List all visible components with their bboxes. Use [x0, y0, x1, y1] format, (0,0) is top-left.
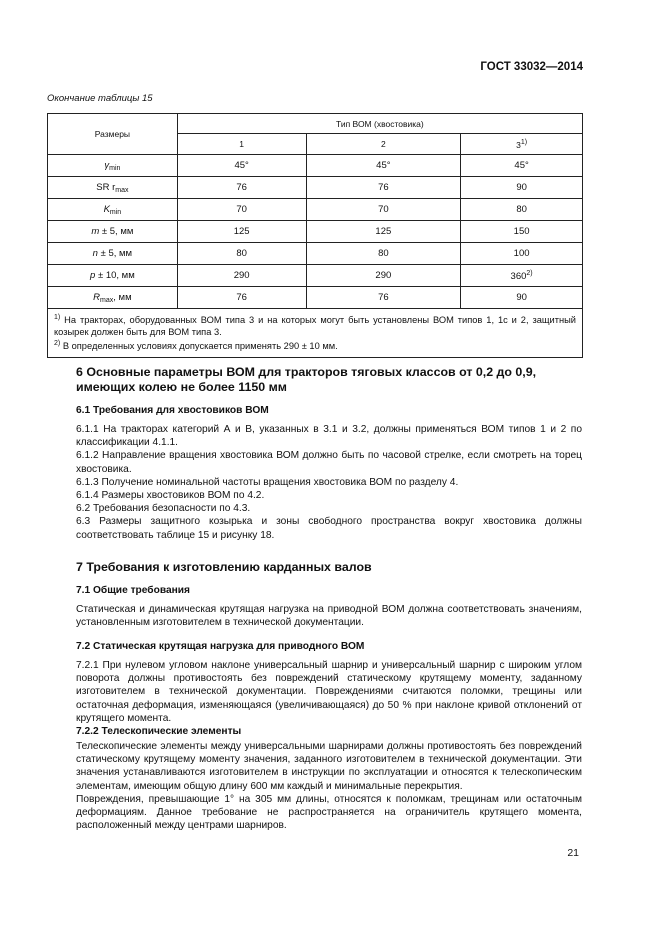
subsection-6-1-title: 6.1 Требования для хвостовиков ВОМ: [76, 405, 269, 416]
section-6-body: [76, 423, 582, 542]
table-row: [48, 199, 583, 221]
row-value: 70: [306, 199, 461, 221]
row-value: 45°: [461, 155, 583, 177]
table-caption: Окончание таблицы 15: [47, 93, 153, 104]
para-7-1: Статическая и динамическая крутящая нагрузка на приводной ВОМ должна соответствовать значениям, установленным изготовителем в технической документации.: [76, 604, 582, 629]
row-value: 90: [461, 177, 583, 199]
table-row: [48, 243, 583, 265]
row-value: 45°: [177, 155, 306, 177]
row-value: 290: [177, 265, 306, 287]
row-value: 125: [306, 221, 461, 243]
row-label: $K_{min}$: [48, 199, 178, 221]
header-dimensions: Размеры: [48, 114, 178, 155]
para-6-2: 6.2 Требования безопасности по 4.3.: [76, 503, 251, 515]
table-row: [48, 287, 583, 309]
row-value: 70: [177, 199, 306, 221]
header-type-2: 2: [306, 134, 461, 155]
table-row: [48, 155, 583, 177]
subsection-7-1-title: 7.1 Общие требования: [76, 585, 190, 596]
row-label: p ± 10, мм: [48, 265, 178, 287]
footnote-mark: 1): [520, 138, 528, 146]
row-value: 100: [461, 243, 583, 265]
header-type-3: 3$^{1)}$: [461, 134, 583, 155]
para-7-2-2-b: Повреждения, превышающие 1° на 305 мм длины, относятся к поломкам, трещинам или остаточным деформациям. Данное требование не распространяется на ограничитель крутящего момента, расположенный между центрами шарниров.: [76, 793, 582, 832]
row-value: 45°: [306, 155, 461, 177]
section-7-2-2-body: [76, 740, 582, 832]
document-number: ГОСТ 33032—2014: [480, 61, 583, 73]
subsection-7-2-2-title: 7.2.2 Телескопические элементы: [76, 726, 242, 737]
row-label: m ± 5, мм: [48, 221, 178, 243]
row-label: n ± 5, мм: [48, 243, 178, 265]
note-2: $^{2)}$ В определенных условиях допускается применять 290 ± 10 мм.: [54, 340, 338, 351]
row-value: 80: [177, 243, 306, 265]
row-value: 76: [177, 287, 306, 309]
row-value: 80: [461, 199, 583, 221]
para-6-1-4: 6.1.4 Размеры хвостовиков ВОМ по 4.2.: [76, 490, 265, 502]
table-row: [48, 177, 583, 199]
row-value: 290: [306, 265, 461, 287]
row-value: 360$^{2)}$: [461, 265, 583, 287]
section-6-title: 6 Основные параметры ВОМ для тракторов тяговых классов от 0,2 до 0,9, имеющих колею не более 1150 мм: [76, 365, 537, 394]
table-row: [48, 221, 583, 243]
note-1: $^{1)}$ На тракторах, оборудованных ВОМ типа 3 и на которых могут быть установлены ВОМ типов 1, 1с и 2, защитный козырек должен быть для ВОМ типа 3.: [54, 314, 576, 337]
row-value: 76: [177, 177, 306, 199]
header-pto-type: Тип ВОМ (хвостовика): [177, 114, 582, 134]
para-6-1-3: 6.1.3 Получение номинальной частоты вращения хвостовика ВОМ по разделу 4.: [76, 476, 459, 488]
para-7-2-1: 7.2.1 При нулевом угловом наклоне универсальный шарнир и универсальный шарнир с широким углом поворота должны противостоять без повреждений статическому крутящему моменту, заданному изготовителем в технической документации. Повреждениями считаются поломки, трещины или остаточная деформация, изменяющаяся (увеличивающаяся) до 50 % при наклоне кривой отклонений от крутящего момента.: [76, 660, 582, 724]
row-value: 80: [306, 243, 461, 265]
row-value: 76: [306, 287, 461, 309]
para-6-3: 6.3 Размеры защитного козырька и зоны свободного пространства вокруг хвостовика должны соответствовать таблице 15 и рисунку 18.: [76, 516, 582, 541]
row-value: 125: [177, 221, 306, 243]
row-label: $\gamma_{min}$: [48, 155, 178, 177]
header-type-1: 1: [177, 134, 306, 155]
para-7-2-2-a: Телескопические элементы между универсальными шарнирами должны противостоять без повреждений статическому крутящему моменту значения, заданного изготовителем в технической документации. Эти значения устанавливаются изготовителем в инструкции по эксплуатации и относятся к телескопическим элементам, имеющим общую длину 600 мм каждый и минимальные перекрытия.: [76, 741, 582, 792]
page-number: 21: [567, 847, 579, 859]
row-label: SR $r_{max}$: [48, 177, 178, 199]
row-value: 76: [306, 177, 461, 199]
subsection-7-2-title: 7.2 Статическая крутящая нагрузка для приводного ВОМ: [76, 641, 365, 652]
section-7-title: 7 Требования к изготовлению карданных валов: [76, 560, 372, 574]
row-value: 90: [461, 287, 583, 309]
table-notes: [48, 309, 583, 358]
table-row: [48, 265, 583, 287]
table-15: [47, 113, 583, 358]
row-value: 150: [461, 221, 583, 243]
para-6-1-2: 6.1.2 Направление вращения хвостовика ВОМ должно быть по часовой стрелке, если смотреть на торец хвостовика.: [76, 450, 582, 475]
row-label: $R_{max}$, мм: [48, 287, 178, 309]
para-6-1-1: 6.1.1 На тракторах категорий А и В, указанных в 3.1 и 3.2, должны применяться ВОМ типов 1 и 2 по классификации 4.1.1.: [76, 424, 582, 449]
